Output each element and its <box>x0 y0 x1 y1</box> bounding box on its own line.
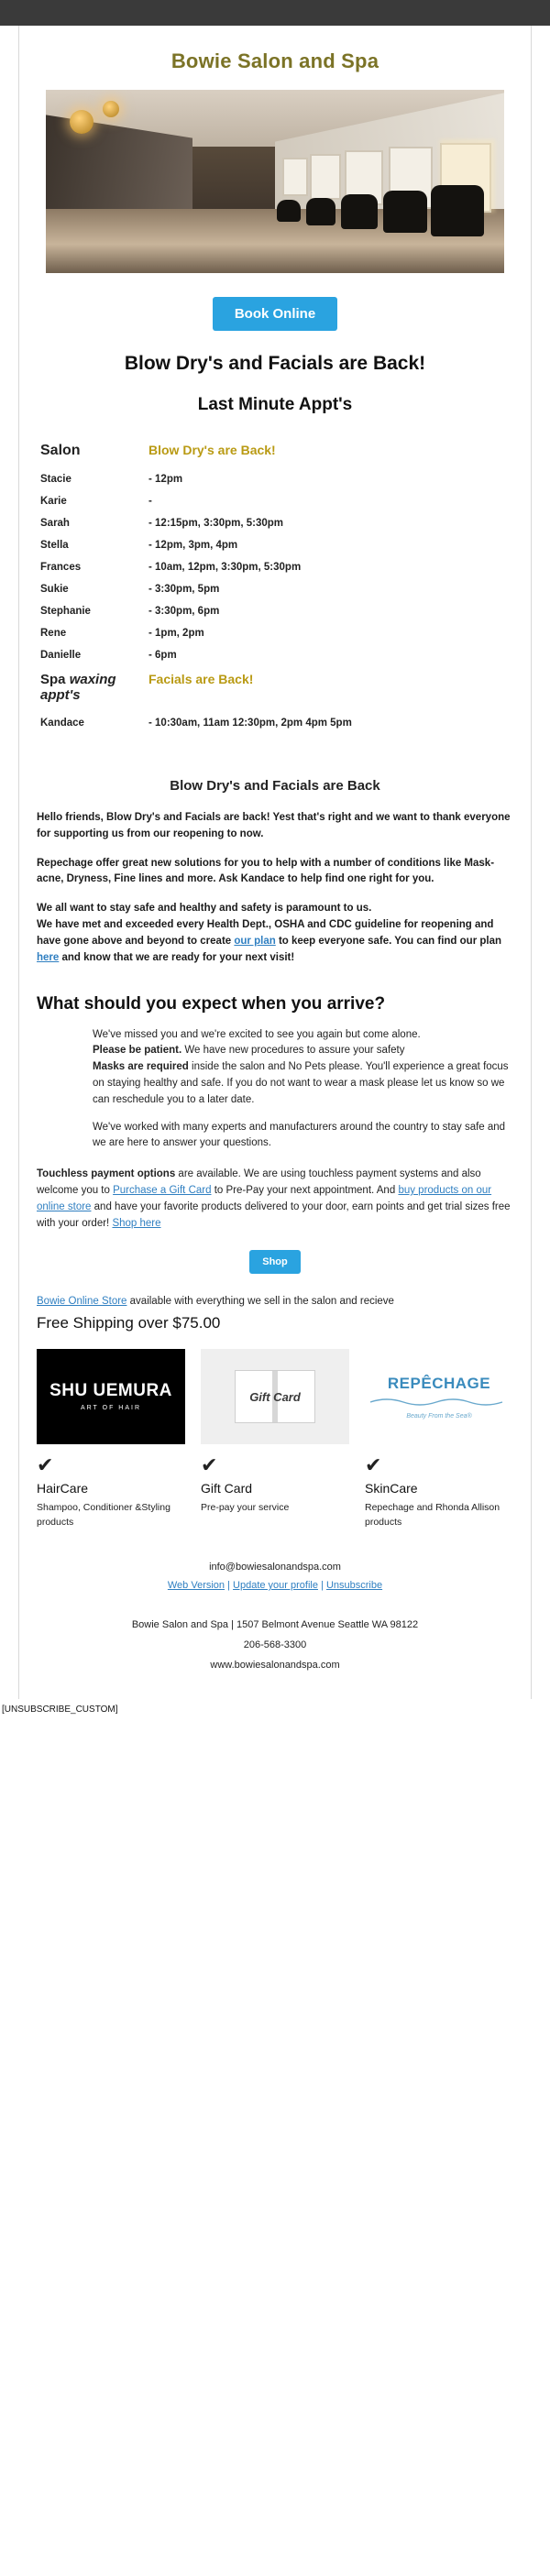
product-cards <box>37 1349 513 1530</box>
paragraph-3 <box>37 901 513 966</box>
expect-copy <box>93 1027 514 1153</box>
esthetician-name: Kandace <box>40 718 84 729</box>
card-title: HairCare <box>37 1481 89 1496</box>
expect-line-1 <box>93 1027 514 1109</box>
stylist-name: Stephanie <box>40 606 91 617</box>
stylist-times: - 12pm, 3pm, 4pm <box>148 540 238 551</box>
table-row <box>37 644 513 666</box>
paragraph-3-line-1: We all want to stay safe and healthy and safety is paramount to us. <box>37 903 372 915</box>
wave-icon <box>370 1397 508 1406</box>
card-description: Shampoo, Conditioner &Styling products <box>37 1502 170 1529</box>
table-row <box>37 578 513 600</box>
appointments-table <box>37 437 513 734</box>
card-description: Repechage and Rhonda Allison products <box>365 1502 500 1529</box>
brand-title: Bowie Salon and Spa <box>170 49 380 72</box>
book-online-wrap <box>19 273 531 347</box>
expect-text-2: We have new procedures to assure your safety <box>182 1045 405 1057</box>
table-row <box>37 622 513 644</box>
repechage-logo-line-1: REPÊCHAGE <box>387 1374 491 1392</box>
email-body <box>18 26 532 1699</box>
card-gift-card[interactable] <box>201 1349 349 1530</box>
check-icon: ✔ <box>37 1453 54 1477</box>
table-row-header <box>37 437 513 468</box>
expect-text-3: inside the salon and No Pets please. You'll experience a great focus on staying healthy and safe. If you do not want to wear a mask please let us know so we can reschedule you to a later date. <box>93 1061 509 1105</box>
email-footer <box>37 1562 513 1591</box>
footer-links <box>37 1580 513 1591</box>
stylist-name: Rene <box>40 628 67 639</box>
table-row <box>37 600 513 622</box>
purchase-gift-card-link[interactable]: Purchase a Gift Card <box>113 1185 212 1196</box>
paragraph-2: Repechage offer great new solutions for you to help with a number of conditions like Mask-acne, Dryness, Fine lines and more. Ask Kandace to help find one right for you. <box>37 857 495 885</box>
sub-headline: Last Minute Appt's <box>197 395 353 414</box>
shu-logo-line-1: SHU UEMURA <box>50 1381 172 1401</box>
update-profile-link[interactable]: Update your profile <box>233 1579 318 1591</box>
paragraph-1: Hello friends, Blow Dry's and Facials are back! Yest that's right and we want to thank everyone for supporting us from our reopening to now. <box>37 812 511 839</box>
expect-bold-2: Please be patient. <box>93 1045 182 1057</box>
touchless-text-3: and have your favorite products delivered to your door, earn points and get trial sizes free with your order! <box>37 1200 511 1229</box>
gift-card-icon <box>201 1349 349 1444</box>
footer-separator: | <box>321 1579 324 1591</box>
stylist-name: Stacie <box>40 474 72 485</box>
footer-website: www.bowiesalonandspa.com <box>210 1659 340 1671</box>
online-store-link[interactable]: buy products on our online store <box>37 1185 492 1212</box>
stylist-times: - 1pm, 2pm <box>148 628 204 639</box>
stylist-times: - 12pm <box>148 474 183 485</box>
table-row <box>37 468 513 490</box>
store-line <box>37 1296 513 1307</box>
card-skincare[interactable] <box>365 1349 513 1530</box>
browser-top-bar <box>0 0 550 26</box>
stylist-name: Danielle <box>40 650 82 661</box>
unsubscribe-custom-tag: [UNSUBSCRIBE_CUSTOM] <box>2 1704 118 1715</box>
stylist-name: Stella <box>40 540 69 551</box>
stylist-name: Sarah <box>40 518 70 529</box>
footer-phone: 206-568-3300 <box>243 1639 307 1650</box>
shop-here-link[interactable]: Shop here <box>112 1217 161 1229</box>
footer-address: Bowie Salon and Spa | 1507 Belmont Avenue Seattle WA 98122 <box>131 1618 419 1630</box>
card-title: Gift Card <box>201 1481 253 1496</box>
check-icon: ✔ <box>201 1453 218 1477</box>
stylist-times: - 3:30pm, 5pm <box>148 584 220 595</box>
table-row <box>37 534 513 556</box>
card-description: Pre-pay your service <box>201 1502 290 1514</box>
expect-bold-3: Masks are required <box>93 1061 189 1073</box>
paragraph-3-line-3: to keep everyone safe. You can find our plan <box>275 935 502 947</box>
salon-label: Salon <box>40 443 81 458</box>
body-copy <box>37 810 513 967</box>
here-link[interactable]: here <box>37 951 60 963</box>
table-row-spa-header <box>37 666 513 712</box>
table-row <box>37 490 513 512</box>
stylist-times: - 3:30pm, 6pm <box>148 606 220 617</box>
stylist-name: Frances <box>40 562 82 573</box>
repechage-logo-icon <box>365 1349 513 1444</box>
stylist-times: - 12:15pm, 3:30pm, 5:30pm <box>148 518 284 529</box>
unsubscribe-link[interactable]: Unsubscribe <box>325 1579 383 1591</box>
expect-line-4: We've worked with many experts and manufacturers around the country to stay safe and we are here to answer your questions. <box>93 1121 506 1149</box>
shop-button-wrap <box>19 1232 531 1290</box>
bowie-online-store-link[interactable]: Bowie Online Store <box>37 1296 127 1308</box>
spa-label-italic: waxing appt's <box>40 672 116 703</box>
stylist-name: Sukie <box>40 584 69 595</box>
store-line-text: available with everything we sell in the salon and recieve <box>126 1296 394 1308</box>
stylist-name: Karie <box>40 496 67 507</box>
spa-label-plain: Spa <box>40 672 70 687</box>
stylist-times: - <box>148 496 152 507</box>
book-online-button[interactable]: Book Online <box>213 297 337 331</box>
section-title: Blow Dry's and Facials are Back <box>170 778 380 794</box>
expect-text-1: We've missed you and we're excited to see you again but come alone. <box>93 1028 421 1040</box>
footer-separator: | <box>227 1579 230 1591</box>
spa-note: Facials are Back! <box>148 672 254 686</box>
paragraph-3-line-4: and know that we are ready for your next visit! <box>59 951 295 963</box>
shop-button[interactable]: Shop <box>249 1250 301 1274</box>
free-shipping-text: Free Shipping over $75.00 <box>37 1314 221 1332</box>
esthetician-times: - 10:30am, 11am 12:30pm, 2pm 4pm 5pm <box>148 718 352 729</box>
card-haircare[interactable] <box>37 1349 185 1530</box>
web-version-link[interactable]: Web Version <box>167 1579 226 1591</box>
spa-label <box>37 666 145 712</box>
table-row <box>37 512 513 534</box>
table-row <box>37 556 513 578</box>
footer-address-block <box>37 1615 513 1675</box>
stylist-times: - 6pm <box>148 650 177 661</box>
gift-card-text: Gift Card <box>249 1389 301 1404</box>
repechage-logo-line-2: Beauty From the Sea® <box>406 1412 472 1420</box>
salon-hero-image <box>46 90 504 273</box>
main-headline: Blow Dry's and Facials are Back! <box>124 353 426 374</box>
our-plan-link[interactable]: our plan <box>234 935 276 947</box>
salon-note: Blow Dry's are Back! <box>148 443 276 457</box>
touchless-text-2: to Pre-Pay your next appointment. And <box>211 1185 399 1196</box>
paragraph-3-line-2: We have met and exceeded every Health Dept., OSHA and CDC guideline for reopening and have gone above and beyond to create <box>37 919 494 947</box>
touchless-payment-copy <box>37 1167 513 1232</box>
check-icon: ✔ <box>365 1453 382 1477</box>
touchless-bold: Touchless payment options <box>37 1168 176 1180</box>
card-title: SkinCare <box>365 1481 418 1496</box>
expect-heading: What should you expect when you arrive? <box>37 993 386 1014</box>
shu-logo-line-2: ART OF HAIR <box>80 1405 142 1412</box>
touchless-text-1: are available. We are using touchless payment systems and also welcome you to <box>37 1168 481 1196</box>
stylist-times: - 10am, 12pm, 3:30pm, 5:30pm <box>148 562 302 573</box>
table-row <box>37 712 513 734</box>
footer-email: info@bowiesalonandspa.com <box>209 1561 341 1573</box>
shu-uemura-logo-icon <box>37 1349 185 1444</box>
